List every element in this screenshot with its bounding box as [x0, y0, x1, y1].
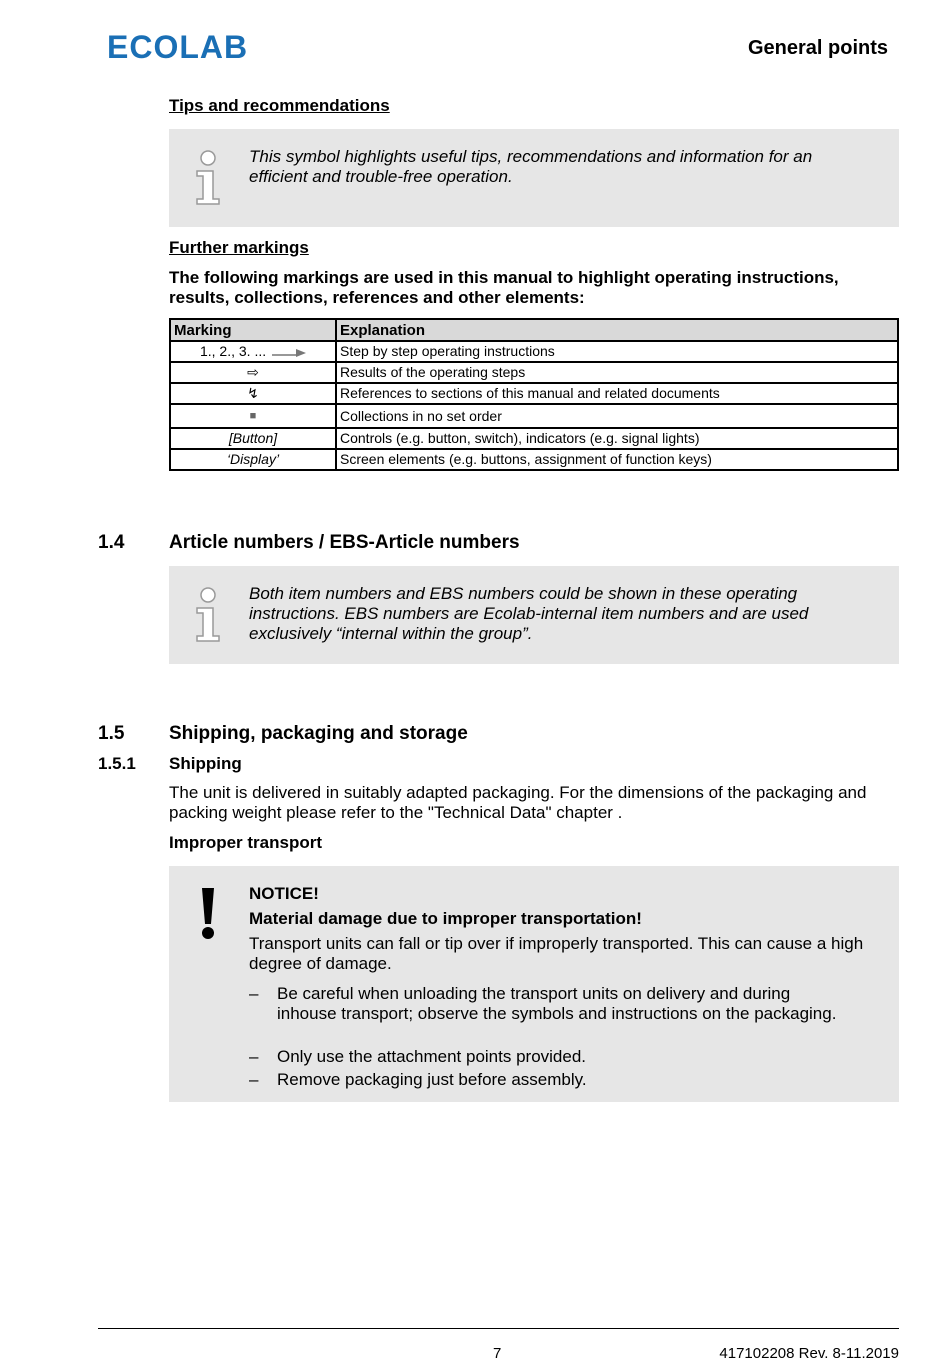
table-header-marking: Marking — [170, 319, 336, 341]
further-markings-heading: Further markings — [169, 238, 309, 257]
explanation-cell: Collections in no set order — [336, 404, 898, 428]
explanation-cell: Results of the operating steps — [336, 362, 898, 383]
reference-icon: ↯ — [170, 383, 336, 404]
table-row — [170, 404, 898, 428]
footer-divider — [98, 1328, 899, 1329]
bullet-dash: – — [249, 1070, 259, 1089]
explanation-cell: Controls (e.g. button, switch), indicators (e.g. signal lights) — [336, 428, 898, 449]
document-revision: 417102208 Rev. 8-11.2019 — [719, 1345, 899, 1362]
result-arrow-icon: ⇨ — [170, 362, 336, 383]
page-header-title: General points — [747, 37, 888, 59]
section-title: Shipping, packaging and storage — [169, 723, 468, 744]
tips-note-text: This symbol highlights useful tips, recommendations and information for an efficient and trouble-free operation. — [249, 147, 813, 186]
page-number: 7 — [493, 1345, 502, 1362]
ecolab-logo — [107, 30, 257, 62]
marking-steps-text: 1., 2., 3. ... — [199, 343, 267, 359]
notice-label: NOTICE! — [249, 884, 319, 903]
bullet-text: Be careful when unloading the transport units on delivery and during inhouse transport; observe the symbols and instructions on the packaging. — [277, 984, 837, 1023]
article-note-box — [169, 566, 899, 664]
svg-text:ECOLAB: ECOLAB — [107, 30, 249, 62]
section-number: 1.4 — [98, 532, 125, 553]
subsection-number: 1.5.1 — [98, 754, 136, 773]
bullet-text: Only use the attachment points provided. — [277, 1047, 587, 1066]
shipping-body-text: The unit is delivered in suitably adapted packaging. For the dimensions of the packaging and packing weight please refer to the "Technical Data" chapter . — [169, 783, 867, 822]
list-item — [249, 984, 849, 1046]
section-title: Article numbers / EBS-Article numbers — [169, 532, 520, 553]
marking-cell: ‘Display’ — [170, 449, 336, 470]
notice-box — [169, 866, 899, 1102]
explanation-cell: Screen elements (e.g. buttons, assignment of function keys) — [336, 449, 898, 470]
list-item — [249, 1047, 849, 1069]
tips-heading: Tips and recommendations — [169, 96, 390, 115]
notice-text: Transport units can fall or tip over if improperly transported. This can cause a high degree of damage. — [249, 934, 864, 973]
table-row — [170, 428, 898, 449]
info-icon — [191, 586, 225, 644]
bullet-dash: – — [249, 984, 259, 1003]
notice-title: Material damage due to improper transportation! — [249, 909, 642, 928]
section-number: 1.5 — [98, 723, 125, 744]
table-header-row — [170, 319, 898, 341]
table-row — [170, 341, 898, 362]
bullet-text: Remove packaging just before assembly. — [277, 1070, 587, 1089]
markings-table — [169, 318, 899, 471]
list-item — [249, 1070, 849, 1092]
explanation-cell: References to sections of this manual and related documents — [336, 383, 898, 404]
exclamation-icon — [199, 888, 217, 940]
article-note-text: Both item numbers and EBS numbers could be shown in these operating instructions. EBS numbers are Ecolab-internal item numbers and are used exclusively “internal within the group”. — [249, 584, 809, 643]
table-row — [170, 449, 898, 470]
square-bullet-icon: ■ — [170, 404, 336, 428]
marking-cell — [170, 341, 336, 362]
table-header-explanation: Explanation — [336, 319, 898, 341]
marking-cell: [Button] — [170, 428, 336, 449]
bullet-dash: – — [249, 1047, 259, 1066]
improper-transport-heading: Improper transport — [169, 833, 323, 852]
further-markings-intro: The following markings are used in this manual to highlight operating instructions, results, collections, references and other elements: — [169, 268, 839, 307]
subsection-title: Shipping — [169, 754, 242, 773]
explanation-cell: Step by step operating instructions — [336, 341, 898, 362]
table-row — [170, 362, 898, 383]
tips-note-box — [169, 129, 899, 227]
info-icon — [191, 149, 225, 207]
table-row — [170, 383, 898, 404]
arrow-right-icon — [272, 347, 306, 357]
